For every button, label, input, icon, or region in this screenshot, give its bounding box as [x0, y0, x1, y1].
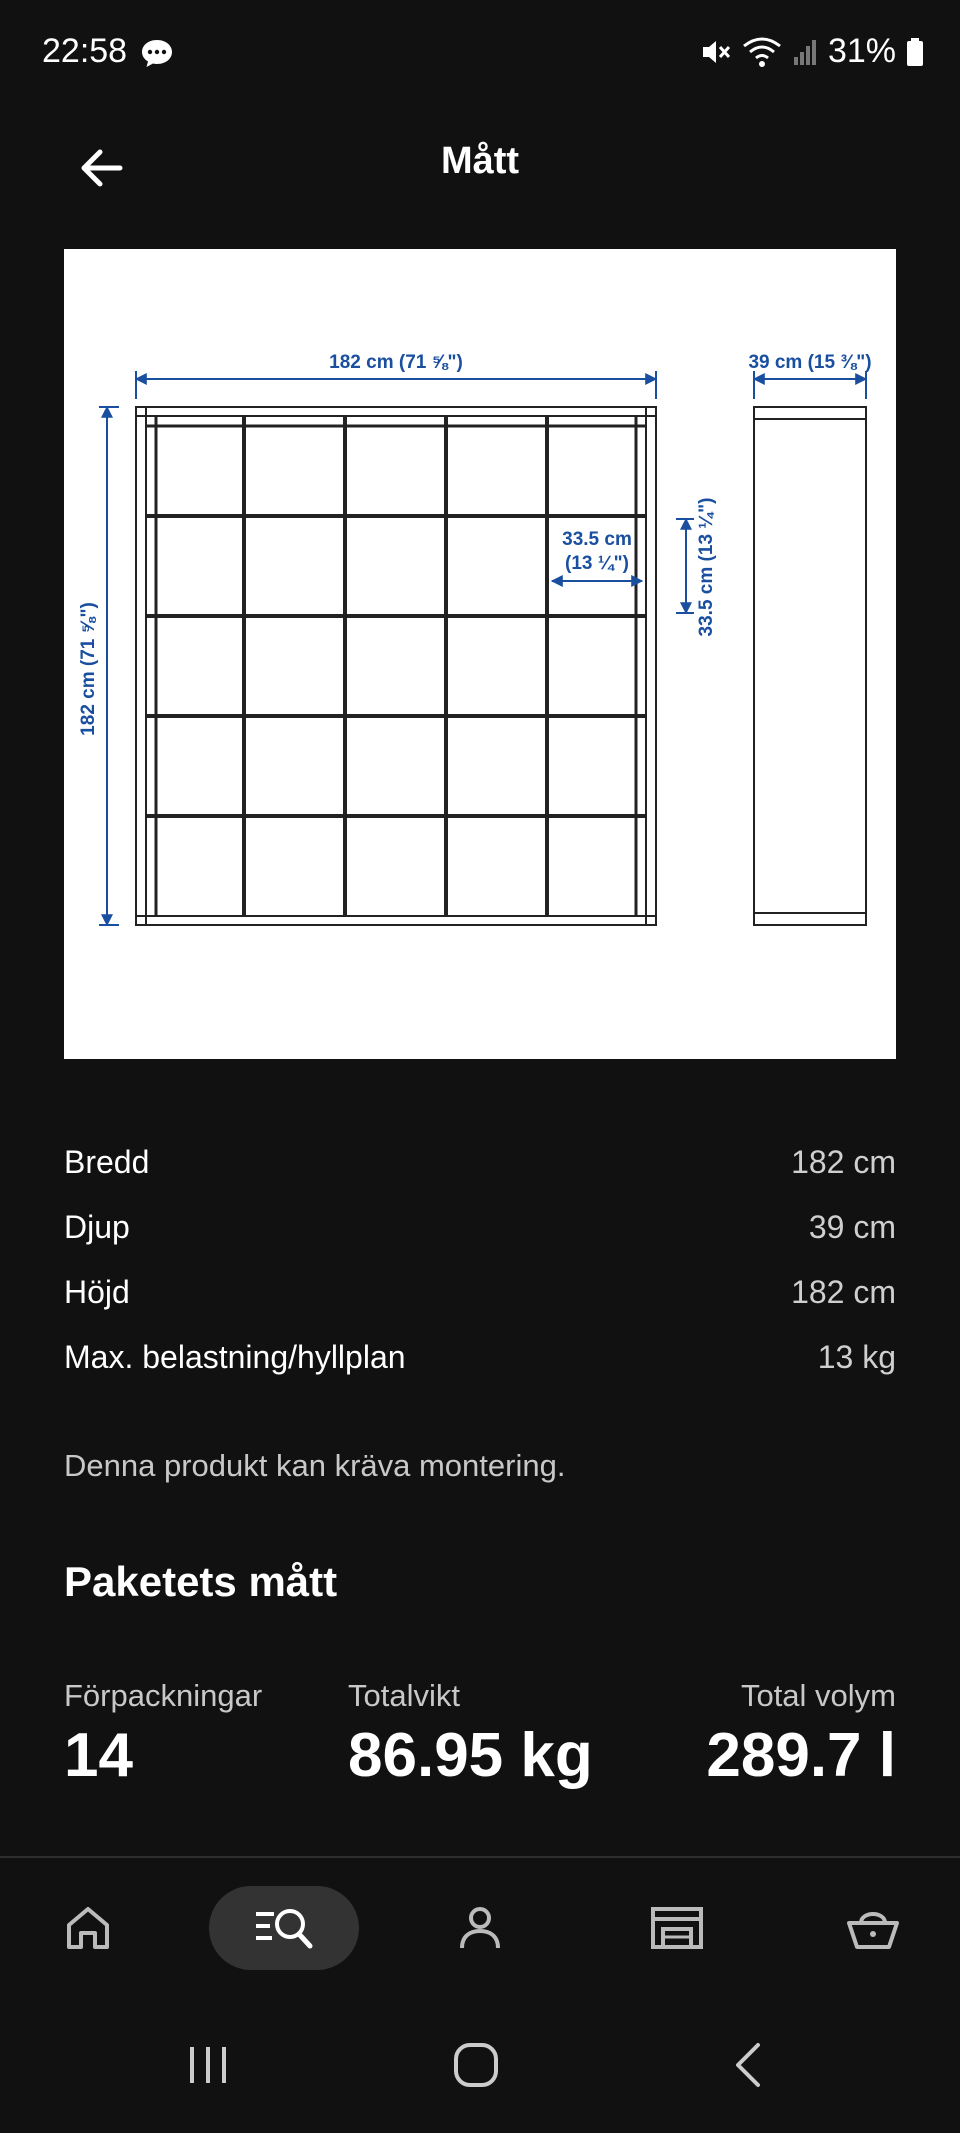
- search-icon: [252, 1904, 316, 1952]
- packages-label: Förpackningar: [64, 1678, 263, 1713]
- shelf-side-view: [754, 407, 866, 925]
- back-system-button[interactable]: [726, 2041, 774, 2094]
- spec-row-height: [64, 1260, 896, 1325]
- spec-label: Höjd: [64, 1274, 130, 1310]
- cell-width-label-2: (13 ¼"): [565, 553, 629, 574]
- depth-dimension-label: 39 cm (15 ⅜"): [748, 352, 872, 373]
- app-header: [0, 110, 960, 220]
- spec-value: 182 cm: [791, 1274, 896, 1310]
- volume-label: Total volym: [740, 1678, 896, 1713]
- spec-label: Max. belastning/hyllplan: [64, 1339, 406, 1375]
- chat-icon: [140, 38, 174, 68]
- mute-icon: [700, 37, 732, 67]
- back-chevron-icon: [726, 2041, 774, 2089]
- home-circle-icon: [452, 2041, 500, 2089]
- wifi-icon: [742, 36, 782, 68]
- status-bar: [0, 0, 960, 110]
- spec-value: 13 kg: [817, 1339, 896, 1375]
- basket-icon: [845, 1903, 901, 1953]
- status-icons: [700, 32, 924, 71]
- dimension-diagram: [64, 249, 896, 1059]
- spec-row-max-load: [64, 1325, 896, 1390]
- packages-value: 14: [64, 1721, 133, 1790]
- assembly-note: Denna produkt kan kräva montering.: [64, 1448, 566, 1483]
- store-icon: [649, 1903, 705, 1953]
- weight-value: 86.95 kg: [348, 1721, 593, 1790]
- dimension-drawing: [64, 249, 896, 1059]
- spec-value: 39 cm: [808, 1209, 896, 1245]
- height-dimension-label: 182 cm (71 ⅝"): [78, 602, 99, 736]
- recent-apps-button[interactable]: [184, 2041, 232, 2094]
- nav-home[interactable]: [46, 1886, 130, 1970]
- home-icon: [63, 1903, 113, 1953]
- package-stats: [64, 1678, 896, 1808]
- dimension-specs: [64, 1130, 896, 1390]
- system-nav-bar: [0, 2003, 960, 2133]
- packages-stat: [64, 1678, 262, 1791]
- weight-label: Totalvikt: [348, 1678, 460, 1713]
- status-time: 22:58: [42, 32, 128, 70]
- recent-apps-icon: [184, 2041, 232, 2089]
- nav-search[interactable]: [209, 1886, 359, 1970]
- spec-value: 182 cm: [791, 1144, 896, 1180]
- battery-icon: [906, 37, 924, 67]
- spec-row-width: [64, 1130, 896, 1195]
- weight-stat: [348, 1678, 593, 1791]
- page-title: Mått: [440, 140, 520, 182]
- home-system-button[interactable]: [452, 2041, 500, 2094]
- shelf-front-view: [136, 407, 656, 925]
- cell-width-label-1: 33.5 cm: [562, 529, 632, 550]
- spec-row-depth: [64, 1195, 896, 1260]
- nav-basket[interactable]: [831, 1886, 915, 1970]
- width-dimension-label: 182 cm (71 ⅝"): [329, 352, 463, 373]
- package-section-title: Paketets mått: [64, 1558, 338, 1605]
- volume-stat: [706, 1678, 896, 1791]
- person-icon: [455, 1903, 505, 1953]
- volume-value: 289.7 l: [706, 1721, 896, 1790]
- bottom-nav: [0, 1858, 960, 2003]
- signal-icon: [792, 37, 818, 67]
- spec-label: Bredd: [64, 1144, 150, 1180]
- nav-profile[interactable]: [438, 1886, 522, 1970]
- battery-percent: 31%: [827, 32, 896, 70]
- cell-height-label: 33.5 cm (13 ¼"): [696, 497, 717, 637]
- nav-stores[interactable]: [635, 1886, 719, 1970]
- spec-label: Djup: [64, 1209, 130, 1245]
